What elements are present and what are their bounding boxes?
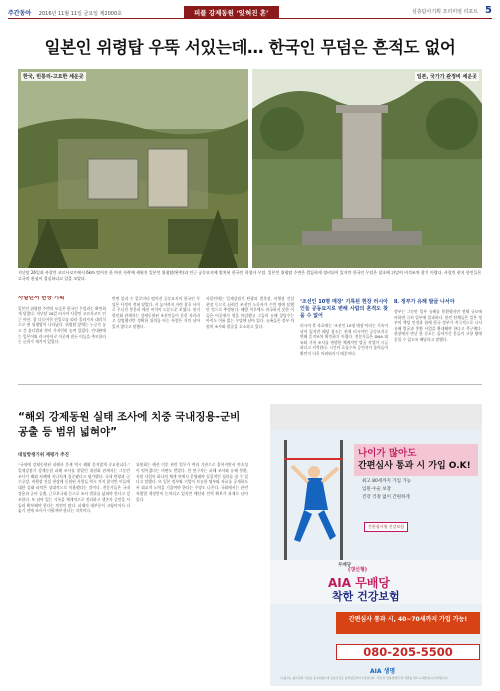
- ad-benefit-1: 최고 80세까지 가입 가능: [362, 479, 412, 484]
- ad-brand: AIA 생명: [370, 668, 396, 675]
- ad-disclaimer: 이 광고는 광고심의 기준을 준수하였으며 유효기간은 심의일로부터 1년입니다. 가입 전 상품설명서 및 약관을 반드시 확인하시기 바랍니다.: [280, 676, 449, 680]
- lower-headline: “해외 강제동원 실태 조사에 치중 국내징용-군비공출 등 범위 넓혀야”: [18, 411, 241, 438]
- article-subhead-2: Ⅱ. 정부가 유해 발굴 나서야: [394, 299, 455, 305]
- article-column-4: [300, 296, 388, 380]
- article-text-4: 러시아 측 자료에는 ‘조선인 10명 매장’이라는 기록이 남아 있지만 해당 장소는 현재 러시아인 공동묘지로 변해 흔적조차 확인하기 어렵다. 전문가들은 DNA 대조와 기록 조사를 병행한 체계적인 발굴 작업이 시급하다고 지적한다. 시간이 흐를수록 증언자가 줄어들어 확인이 더욱 어려워지기 때문이다.: [300, 323, 388, 356]
- photo-left-caption: 한국, 빈롱리-고요한 세운곳: [23, 74, 84, 80]
- ad-product-name: [270, 560, 482, 604]
- section-divider: [18, 384, 482, 385]
- article-column-3: [206, 296, 294, 380]
- insurance-advertisement[interactable]: [270, 404, 482, 686]
- article-text-2: 반면 불과 수 킬로미터 떨어진 공동묘지의 한국인 무덤은 사정이 전혀 달랐다. 키 높이까지 자란 잡초 사이로 무너진 봉분과 깨진 비석이 드문드문 보였다. 현지 한인회 관계자는 강제동원된 조선인들이 묻힌 자리라고 설명했지만 정확한 위치를 아는 사람은 거의 남아 있지 않다고 말했다.: [112, 296, 200, 329]
- photo-korean-graves: [18, 69, 248, 268]
- photo-caption: 지난달 26일과 사할린 코르사코프에서 6km 떨어진 한 야산 자락에 세워진 일본인 위령탑(왼쪽)과 인근 공동묘지에 방치된 한국인 희생자 무덤. 일본인 위령탑 주변은 깔끔하게 정비되어 있지만 한국인 무덤은 잡초에 뒤덮여 비석조차 찾기 어렵다. 사할린 현지 한인들은 고국의 관심이 절실하다고 입을 모았다.: [18, 270, 482, 281]
- ad-phone-number[interactable]: 080-205-5500: [336, 644, 480, 660]
- article-subhead-1: ‘조선인 10명 매장’ 기록된 현장 러시아인들 공동묘지로 변해 사람의 흔적도 찾을 수 없어: [300, 299, 388, 319]
- ad-renewal-label: (갱신형): [348, 567, 368, 573]
- issue-date: 2016년 11월 11일 금요일 제2000호: [38, 11, 122, 17]
- ad-benefit-3: 건강 걱정 없이 간편하게: [362, 495, 410, 500]
- lower-byline: 대일항쟁기위 재평가 추진: [18, 453, 69, 458]
- ad-product-tag: 간편심사형 건강보험: [364, 522, 408, 532]
- article-body: [18, 296, 482, 380]
- article-text-3: 사할린에는 일제강점기 탄광과 벌목장, 비행장 건설 현장 등으로 끌려간 조선인 노동자가 수만 명에 달했던 것으로 추정된다. 해방 이후에도 귀국하지 못한 이들은 이곳에서 생을 마감했고 그들의 유해 상당수는 아직도 이름 없는 무덤에 남아 있다. 유족들은 정부 차원의 조사와 발굴을 호소하고 있다.: [206, 296, 294, 329]
- ad-product-title-1: AIA 무배당: [328, 576, 390, 590]
- section-title: 피플 강제동원 ‘잊혀진 혼’: [184, 6, 279, 19]
- page-number: 5: [485, 5, 492, 16]
- ad-product-prefix: 무배당: [338, 563, 352, 568]
- ad-athlete-illustration: [270, 430, 360, 560]
- lower-column-1: “국내에 강제동원된 피해자 문제 역시 해외 못지않게 중요합니다.” 일제강점기 강제동원 피해 조사를 맡았던 위원회 관계자는 그동안 조사가 해외 사례에 지나치게 집중됐다고 평가했다. 국내 탄광과 군수공장, 비행장 건설 현장에 동원된 사람들 역시 적지 않지만 이들에 대한 실태 파악은 상대적으로 미흡했다는 것이다. 전문가들은 국내 징용과 군비 공출, 근로보국대 등으로 조사 범위를 넓혀야 한다고 강조한다. 또 남아 있는 기록을 체계적으로 정리하고 생존자 증언을 서둘러 확보해야 한다는 의견이 많다. 피해자 대부분이 고령이어서 더 늦기 전에 조사가 이뤄져야 한다는 지적이다.: [18, 462, 130, 514]
- photo-japanese-monument: [252, 69, 482, 268]
- article-column-5: [394, 296, 482, 380]
- ad-benefit-2: 입원·수술 보장: [362, 487, 391, 492]
- ad-headline: [354, 444, 478, 476]
- ad-headline-line-1: 나이가 많아도: [358, 448, 417, 459]
- photo-right-caption: 일본, 국가가 관정비 세운곳: [416, 74, 477, 80]
- ad-product-title-2: 착한 건강보험: [332, 590, 400, 603]
- page-headline: 일본인 위령탑 우뚝 서있는데… 한국인 무덤은 흔적도 없어: [44, 38, 456, 57]
- ad-header-band: [270, 404, 482, 430]
- photo-japanese-monument-image: [252, 69, 482, 268]
- ad-benefits: [362, 478, 474, 502]
- photo-korean-graves-image: [18, 69, 248, 268]
- lower-column-2: 위원회는 해산 이후 관련 업무가 여러 기관으로 흩어지면서 연속성이 떨어졌다는 비판도 받았다. 한 연구자는 피해 조사와 유해 봉환, 지원 사업이 하나의 체계 안에서 운영돼야 실질적인 성과를 낼 수 있다고 말했다. 또 일본 정부와 기업이 보유한 명부와 자료를 공개하도록 외교적 노력을 기울여야 한다는 주장도 나온다. 국회에서는 관련 특별법 개정안이 논의되고 있지만 예산과 인력 확보가 과제로 남아 있다.: [136, 462, 248, 502]
- masthead: [8, 5, 492, 19]
- article-text-5: 정부는 그동안 일부 유해를 봉환했지만 전체 규모에 비하면 극히 일부에 불과하다. 한인 단체들은 일본 정부의 책임 인정과 함께 한국 정부가 적극적으로 나서 유해 발굴과 봉환 사업을 확대해야 한다고 촉구했다. 현장에서 만난 한 동포는 돌아가신 분들이 고향 땅에 묻힐 수 있도록 해달라고 말했다.: [394, 309, 482, 342]
- section-label: 심층탐사기획 프리미엄 리포트: [412, 9, 478, 15]
- ad-headline-line-2: 간편심사 통과 시 가입 O.K!: [358, 461, 471, 471]
- publication-logo: 주간동아: [8, 10, 32, 17]
- ad-eligibility-banner: 간편심사 통과 시, 40~70세까지 가입 가능!: [336, 612, 480, 634]
- article-kicker: 사할린서 현장 기획: [18, 296, 65, 301]
- article-column-2: [112, 296, 200, 380]
- photo-pair: [18, 69, 482, 268]
- article-column-1: [18, 296, 106, 380]
- masthead-left: [8, 8, 122, 17]
- article-text-1: 일본인 위령탑 주변의 모습은 한국인 무덤과는 확연하게 달랐다. 지난달 26일 러시아 사할린 코르사코프 인근 야산. 잘 다듬어진 진입로를 따라 올라가자 대리석으로 된 위령탑이 나타났다. 위령탑 앞에는 누군가 놓고 간 꽃다발과 향이 가지런히 놓여 있었다. 안내판에는 일본어와 러시아어로 이곳에 잠든 이들을 추모한다는 글귀가 새겨져 있었다.: [18, 305, 106, 345]
